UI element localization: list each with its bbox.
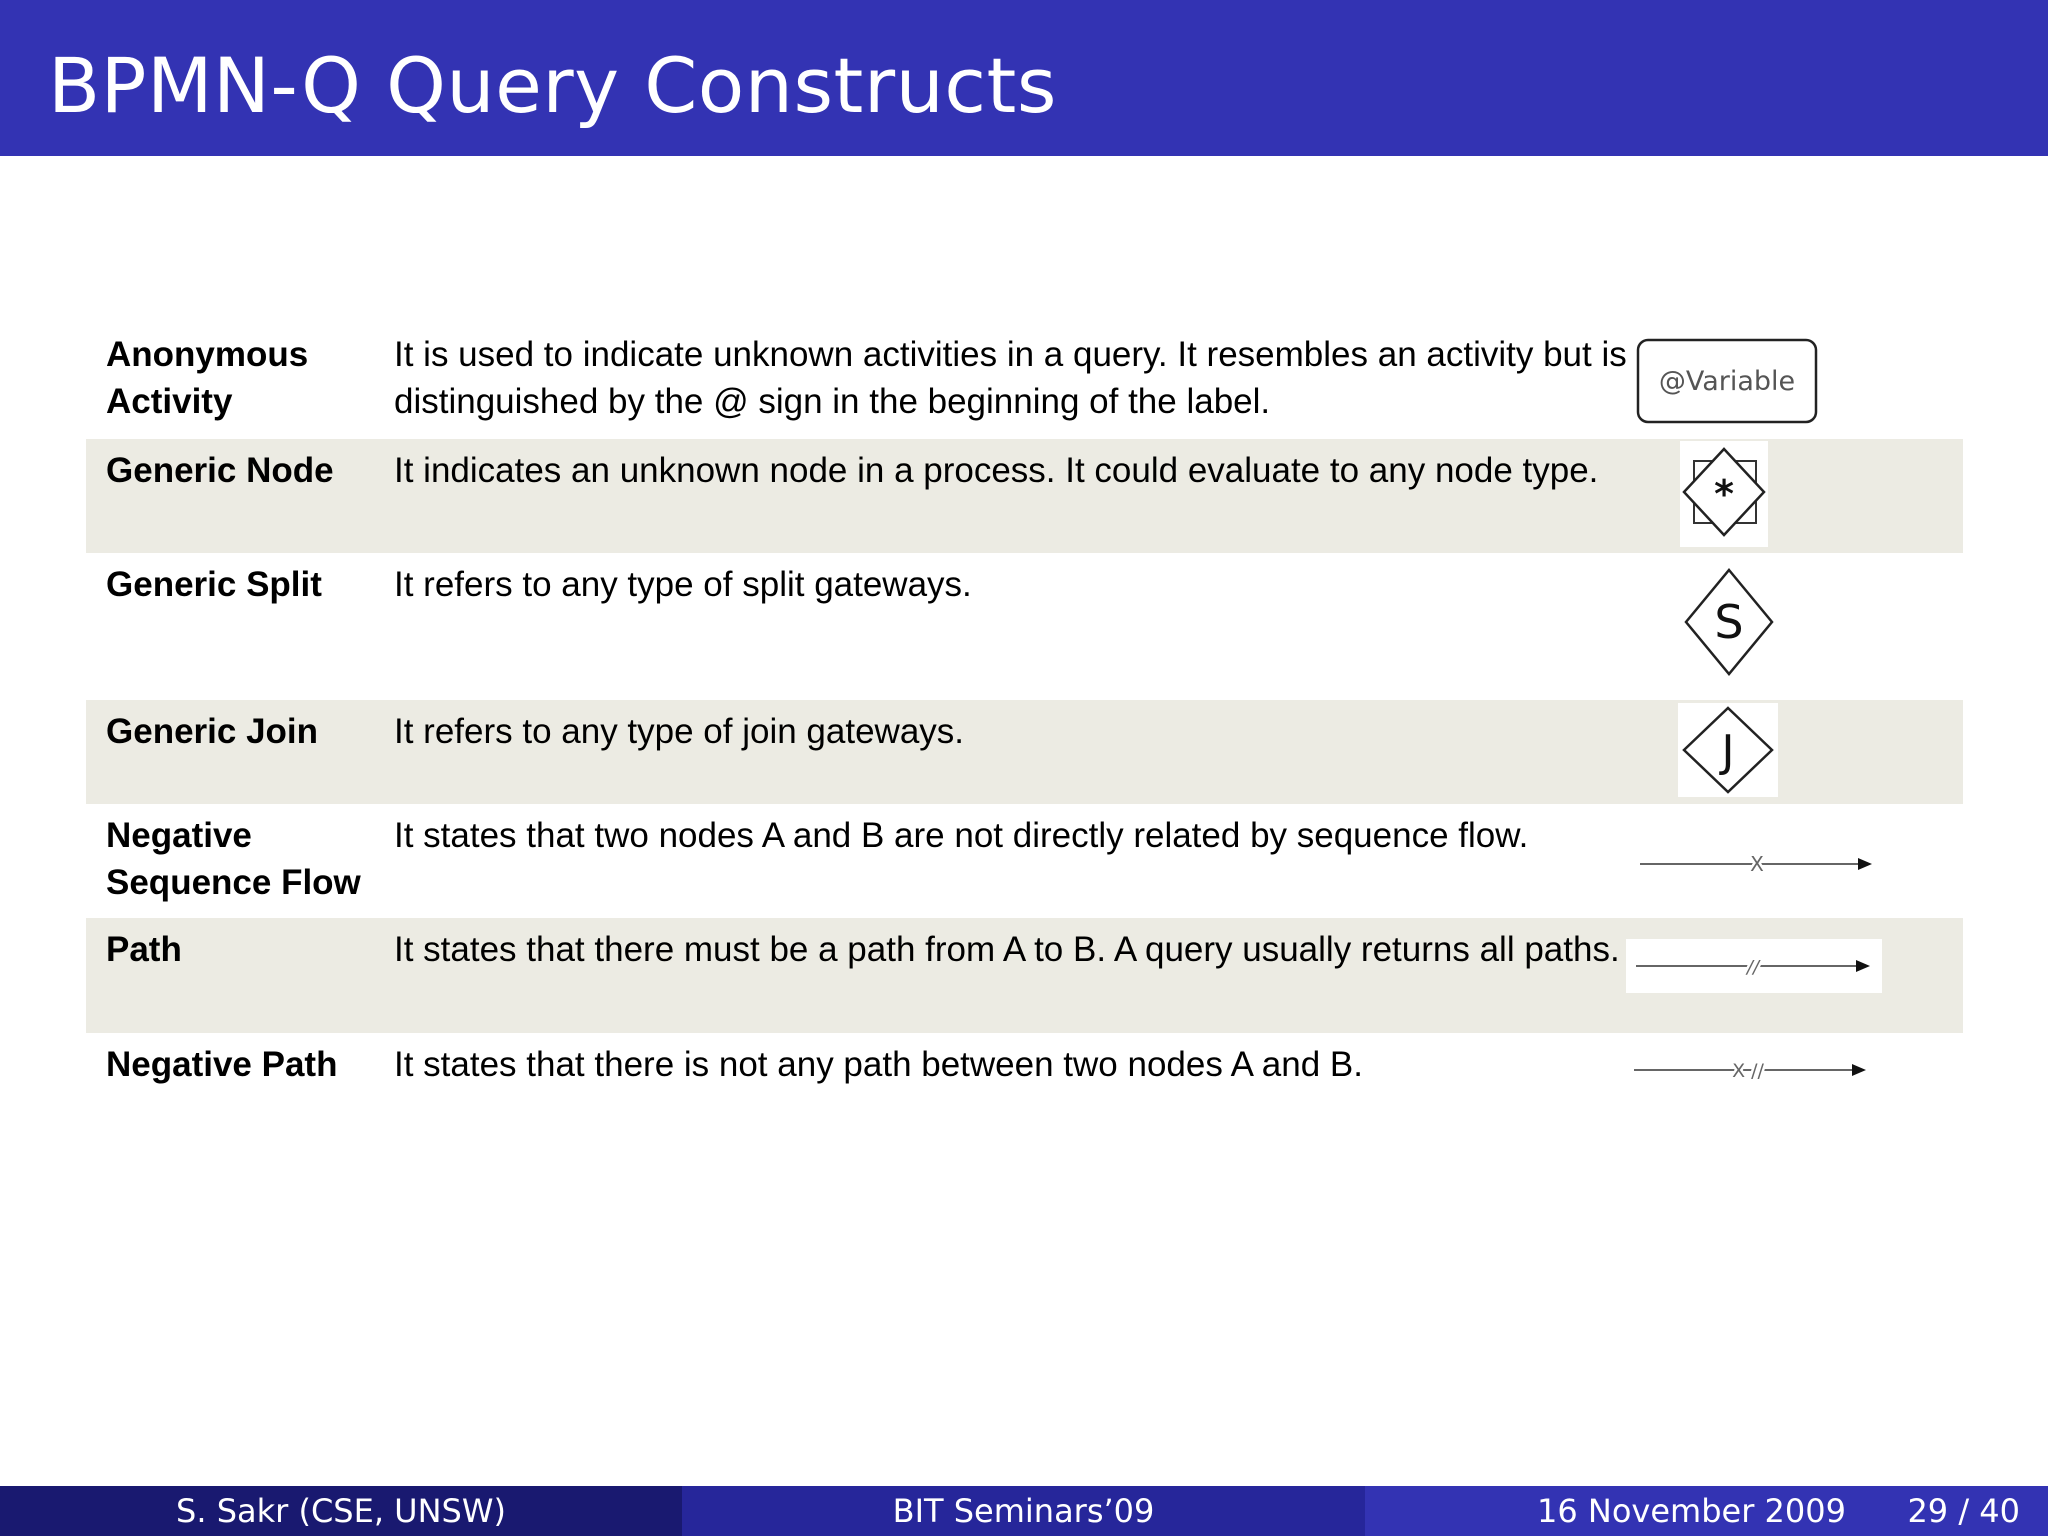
construct-description: It is used to indicate unknown activities in a query. It resembles an activity but is distinguished by the @ sign in the beginning of the label. [394,335,1627,421]
negative-path-icon [1632,1055,1868,1085]
footer-date: 16 November 2009 [1537,1492,1846,1530]
title-bar [0,0,2048,156]
construct-term: Negative Sequence Flow [106,816,361,902]
negative-sequence-flow-label: X [1750,852,1764,876]
generic-node-icon [1680,441,1768,547]
construct-description: It refers to any type of split gateways. [394,565,972,604]
table-row [86,700,1963,804]
construct-term: Generic Join [106,712,319,751]
construct-term: Negative Path [106,1045,338,1084]
negative-sequence-flow-icon [1638,850,1874,878]
construct-description: It refers to any type of join gateways. [394,712,965,751]
anonymous-activity-icon [1636,338,1820,426]
table-row [86,323,1963,439]
generic-join-label: J [1721,726,1735,777]
table-row [86,1033,1963,1133]
construct-term: Generic Split [106,565,322,604]
slide-title: BPMN-Q Query Constructs [48,41,1057,130]
negative-path-label: X // [1732,1060,1764,1082]
footer-right [1365,1486,2048,1536]
constructs-table [86,323,1963,1133]
construct-description: It states that there must be a path from A to B. A query usually returns all paths. [394,930,1620,969]
construct-description: It indicates an unknown node in a process. It could evaluate to any node type. [394,451,1599,490]
footer [0,1486,2048,1536]
construct-term: Generic Node [106,451,334,490]
page-number: 29 / 40 [1907,1492,2020,1530]
table-row [86,439,1963,553]
path-label: // [1746,957,1760,978]
construct-term: Anonymous Activity [106,335,309,421]
footer-author: S. Sakr (CSE, UNSW) [0,1486,682,1536]
generic-split-icon [1682,567,1776,677]
path-icon [1626,939,1882,993]
construct-description: It states that two nodes A and B are not directly related by sequence flow. [394,816,1529,855]
generic-split-label: S [1714,595,1744,649]
table-row [86,918,1963,1033]
footer-event: BIT Seminars’09 [682,1486,1365,1536]
table-row [86,553,1963,700]
construct-description: It states that there is not any path between two nodes A and B. [394,1045,1363,1084]
table-row [86,804,1963,918]
construct-term: Path [106,930,182,969]
anonymous-activity-label: @Variable [1658,366,1796,397]
generic-node-label: * [1714,472,1734,516]
generic-join-icon [1678,703,1778,797]
